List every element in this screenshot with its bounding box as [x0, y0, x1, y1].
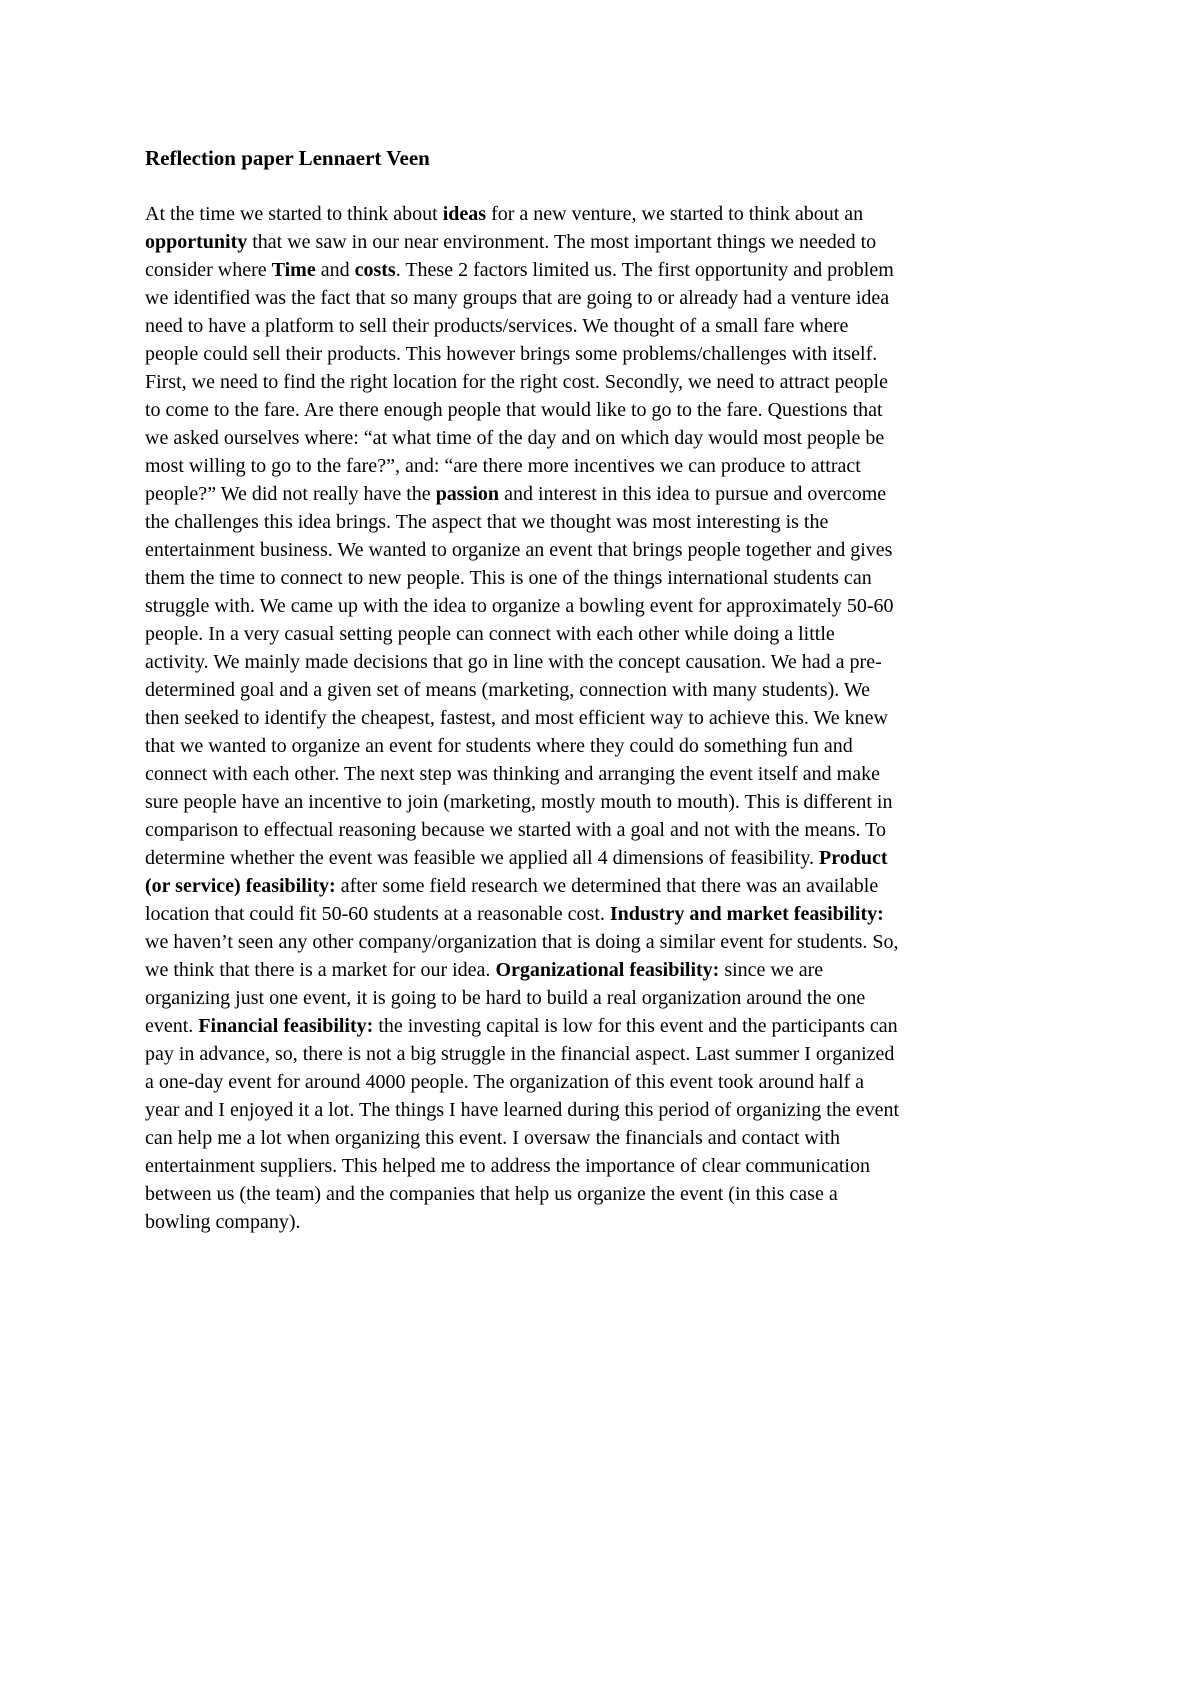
bold-term: Product — [819, 847, 888, 869]
text-run: can help me a lot when organizing this event. I oversaw the financials and contact with — [145, 1127, 840, 1149]
text-line — [145, 620, 1065, 648]
text-line — [145, 648, 1065, 676]
text-run: entertainment business. We wanted to organize an event that brings people together and gives — [145, 539, 893, 561]
text-line — [145, 508, 1065, 536]
text-run: year and I enjoyed it a lot. The things I have learned during this period of organizing the event — [145, 1099, 900, 1121]
bold-term: Organizational feasibility: — [495, 959, 720, 981]
bold-term: ideas — [442, 203, 487, 225]
text-line — [145, 872, 1065, 900]
text-run: since we are — [719, 959, 824, 981]
text-run: location that could fit 50-60 students at a reasonable cost. — [145, 903, 610, 925]
text-line — [145, 704, 1065, 732]
text-line — [145, 396, 1065, 424]
text-line — [145, 928, 1065, 956]
bold-term: Industry and market feasibility: — [609, 903, 884, 925]
text-line — [145, 1012, 1065, 1040]
text-run: between us (the team) and the companies that help us organize the event (in this case a — [145, 1183, 838, 1205]
text-run: we haven’t seen any other company/organization that is doing a similar event for students. So, — [145, 931, 899, 953]
text-line — [145, 1152, 1065, 1180]
text-run: and — [315, 259, 355, 281]
text-run: connect with each other. The next step was thinking and arranging the event itself and make — [145, 763, 880, 785]
text-run: pay in advance, so, there is not a big struggle in the financial aspect. Last summer I organized — [145, 1043, 895, 1065]
text-line — [145, 536, 1065, 564]
text-run: the investing capital is low for this event and the participants can — [373, 1015, 898, 1037]
text-run: to come to the fare. Are there enough people that would like to go to the fare. Questions that — [145, 399, 883, 421]
text-run: First, we need to find the right location for the right cost. Secondly, we need to attract people — [145, 371, 888, 393]
text-line — [145, 676, 1065, 704]
text-line — [145, 200, 1065, 228]
text-line — [145, 1180, 1065, 1208]
text-line — [145, 984, 1065, 1012]
text-run: struggle with. We came up with the idea to organize a bowling event for approximately 50-60 — [145, 595, 894, 617]
text-run: people?” We did not really have the — [145, 483, 436, 505]
text-run: entertainment suppliers. This helped me to address the importance of clear communication — [145, 1155, 870, 1177]
text-line — [145, 452, 1065, 480]
text-run: bowling company). — [145, 1211, 301, 1233]
text-line — [145, 368, 1065, 396]
document-title: Reflection paper Lennaert Veen — [145, 146, 430, 170]
text-run: . These 2 factors limited us. The first opportunity and problem — [395, 259, 894, 281]
text-run: that we wanted to organize an event for students where they could do something fun and — [145, 735, 853, 757]
text-run: determined goal and a given set of means (marketing, connection with many students). We — [145, 679, 871, 701]
text-run: organizing just one event, it is going to be hard to build a real organization around the one — [145, 987, 866, 1009]
bold-term: opportunity — [145, 231, 248, 253]
text-run: we identified was the fact that so many groups that are going to or already had a venture idea — [145, 287, 890, 309]
text-run: for a new venture, we started to think about an — [486, 203, 864, 225]
text-line — [145, 732, 1065, 760]
text-run: them the time to connect to new people. This is one of the things international students can — [145, 567, 872, 589]
text-line — [145, 844, 1065, 872]
text-line — [145, 312, 1065, 340]
text-line — [145, 256, 1065, 284]
bold-term: passion — [435, 483, 500, 505]
text-run: then seeked to identify the cheapest, fastest, and most efficient way to achieve this. We knew — [145, 707, 888, 729]
bold-term: Time — [271, 259, 316, 281]
text-line — [145, 760, 1065, 788]
text-line — [145, 480, 1065, 508]
text-line — [145, 340, 1065, 368]
text-run: determine whether the event was feasible we applied all 4 dimensions of feasibility. — [145, 847, 820, 869]
text-run: comparison to effectual reasoning because we started with a goal and not with the means. To — [145, 819, 886, 841]
text-line — [145, 564, 1065, 592]
text-run: we asked ourselves where: “at what time of the day and on which day would most people be — [145, 427, 885, 449]
text-line — [145, 424, 1065, 452]
text-run: we think that there is a market for our idea. — [145, 959, 496, 981]
text-line — [145, 284, 1065, 312]
text-run: and interest in this idea to pursue and overcome — [499, 483, 887, 505]
bold-term: (or service) feasibility: — [145, 875, 336, 897]
text-line — [145, 1040, 1065, 1068]
text-line — [145, 900, 1065, 928]
text-line — [145, 1096, 1065, 1124]
text-run: At the time we started to think about — [145, 203, 443, 225]
bold-term: costs — [354, 259, 396, 281]
text-run: a one-day event for around 4000 people. The organization of this event took around half a — [145, 1071, 865, 1093]
text-line — [145, 1208, 1065, 1236]
text-run: after some field research we determined that there was an available — [335, 875, 879, 897]
bold-term: Financial feasibility: — [198, 1015, 374, 1037]
text-line — [145, 228, 1065, 256]
text-run: that we saw in our near environment. The most important things we needed to — [247, 231, 877, 253]
document-body — [145, 200, 1065, 1236]
text-run: need to have a platform to sell their products/services. We thought of a small fare where — [145, 315, 849, 337]
text-run: activity. We mainly made decisions that go in line with the concept causation. We had a pre- — [145, 651, 882, 673]
text-run: event. — [145, 1015, 199, 1037]
text-run: the challenges this idea brings. The aspect that we thought was most interesting is the — [145, 511, 829, 533]
text-line — [145, 816, 1065, 844]
text-run: most willing to go to the fare?”, and: “are there more incentives we can produce to attract — [145, 455, 861, 477]
text-run: people could sell their products. This however brings some problems/challenges with itself. — [145, 343, 878, 365]
text-line — [145, 788, 1065, 816]
text-line — [145, 956, 1065, 984]
text-line — [145, 1124, 1065, 1152]
text-run: consider where — [145, 259, 272, 281]
text-run: people. In a very casual setting people can connect with each other while doing a little — [145, 623, 835, 645]
text-line — [145, 592, 1065, 620]
text-run: sure people have an incentive to join (marketing, mostly mouth to mouth). This is different in — [145, 791, 893, 813]
text-line — [145, 1068, 1065, 1096]
